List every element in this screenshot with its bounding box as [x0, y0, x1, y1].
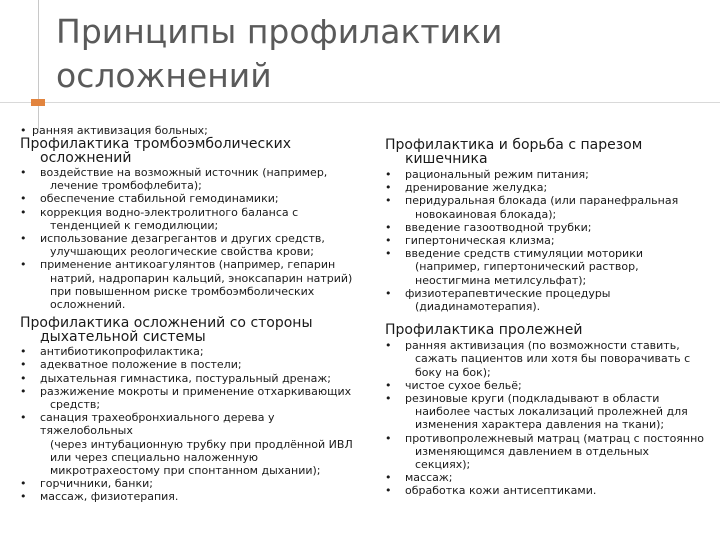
list-item-line: • чистое сухое бельё;	[405, 378, 522, 392]
list-item-line: • разжижение мокроты и применение отхаркивающих	[40, 384, 352, 398]
list-item-line: изменения характера давления на ткани);	[415, 418, 665, 432]
right-column	[385, 124, 705, 503]
bedsores-heading-line-1: Профилактика пролежней	[385, 322, 583, 339]
list-item	[20, 490, 370, 503]
respiratory-heading-line-2: дыхательной системы	[40, 329, 206, 346]
list-item-line: неостигмина метилсульфат);	[415, 273, 587, 287]
list-item-line: • противопролежневый матрац (матрац с постоянно	[405, 431, 705, 445]
slide-title-line-2: осложнений	[56, 56, 272, 95]
list-item	[20, 258, 370, 311]
list-item-line: • санация трахеобронхиального дерева у тяжелобольных	[40, 411, 275, 438]
list-item-line: • горчичники, банки;	[40, 477, 153, 491]
list-item	[385, 234, 705, 247]
list-item-line: • ранняя активизация (по возможности ставить,	[405, 339, 680, 353]
list-item-line: (например, гипертонический раствор,	[415, 260, 639, 274]
list-item	[385, 432, 705, 472]
list-item	[20, 477, 370, 490]
intestinal-paresis-heading-line-2: кишечника	[405, 151, 488, 167]
list-item-line: • перидуральная блокада (или паранефральная	[405, 194, 679, 208]
list-item-line: сажать пациентов или хотя бы поворачивать с	[415, 352, 691, 366]
list-item	[20, 206, 370, 232]
list-item-line: • введение газоотводной трубки;	[405, 220, 592, 234]
list-item	[385, 168, 705, 181]
title-vertical-rule	[38, 0, 39, 130]
list-item	[385, 194, 705, 220]
list-item-line: • дренирование желудка;	[405, 181, 548, 195]
list-item-line: • рациональный режим питания;	[405, 168, 589, 181]
list-item	[20, 232, 370, 258]
list-item-line: • физиотерапевтические процедуры	[405, 286, 611, 300]
bedsores-list	[385, 339, 705, 497]
list-item	[20, 372, 370, 385]
list-item-line: (диадинамотерапия).	[415, 300, 541, 314]
list-item	[20, 358, 370, 371]
list-item-line: боку на бок);	[415, 365, 491, 379]
list-item-line: лечение тромбофлебита);	[50, 179, 202, 193]
list-item	[20, 345, 370, 358]
thromboembolic-heading-line-1: Профилактика тромбоэмболических	[20, 136, 292, 152]
list-item	[20, 411, 370, 477]
list-item-line: • применение антикоагулянтов (например, гепарин	[40, 258, 336, 272]
list-item-line: натрий, надропарин кальций, эноксапарин натрий)	[50, 271, 353, 285]
list-item-line: (через интубационную трубку при продлённой ИВЛ	[50, 437, 353, 451]
thromboembolic-heading	[20, 137, 370, 165]
thromboembolic-list	[20, 166, 370, 311]
list-item-line: • коррекция водно-электролитного баланса с	[40, 205, 299, 219]
list-item-line: • резиновые круги (подкладывают в области	[405, 392, 660, 406]
list-item	[385, 471, 705, 484]
slide-title-line-1: Принципы профилактики	[56, 12, 503, 51]
list-item-line: осложнений.	[50, 298, 126, 312]
list-item-line: тенденцией к гемодилюции;	[50, 218, 219, 232]
list-item-line: • гипертоническая клизма;	[405, 234, 555, 248]
thromboembolic-heading-line-2: осложнений	[40, 150, 132, 166]
list-item	[385, 181, 705, 194]
list-item	[385, 221, 705, 234]
list-item-line: изменяющимся давлением в отдельных	[415, 444, 650, 458]
list-item	[385, 379, 705, 392]
list-item	[20, 385, 370, 411]
list-item-line: • обработка кожи антисептиками.	[405, 484, 597, 498]
list-item-line: • использование дезагрегантов и других средств,	[40, 232, 325, 246]
list-item-line: • дыхательная гимнастика, постуральный дренаж;	[40, 371, 331, 385]
list-item-line: при повышенном риске тромбоэмболических	[50, 284, 315, 298]
respiratory-heading-line-1: Профилактика осложнений со стороны	[20, 315, 313, 332]
intestinal-paresis-list	[385, 168, 705, 313]
list-item-line: улучшающих реологические свойства крови;	[50, 245, 314, 259]
list-item-line: микротрахеостому при спонтанном дыхании);	[50, 464, 321, 478]
list-item-line: средств;	[50, 398, 101, 412]
left-column	[20, 124, 370, 509]
list-item	[385, 484, 705, 497]
list-item-line: • адекватное положение в постели;	[40, 358, 242, 372]
list-item-line: • антибиотикопрофилактика;	[40, 345, 204, 359]
list-item	[20, 166, 370, 192]
list-item-line: секциях);	[415, 458, 471, 472]
intestinal-paresis-heading-line-1: Профилактика и борьба с парезом	[385, 137, 643, 153]
list-item-line: или через специально наложенную	[50, 450, 259, 464]
list-item-line: новокаиновая блокада);	[415, 207, 557, 221]
intestinal-paresis-heading	[385, 138, 705, 166]
list-item	[385, 392, 705, 432]
title-horizontal-rule	[0, 102, 720, 103]
list-item-line: • массаж;	[405, 471, 453, 485]
respiratory-list	[20, 345, 370, 503]
list-item-line: • массаж, физиотерапия.	[40, 490, 179, 504]
list-item	[20, 192, 370, 205]
list-item-line: • воздействие на возможный источник (например,	[40, 166, 328, 179]
respiratory-heading	[20, 316, 370, 344]
title-accent-marker	[31, 99, 45, 106]
list-item	[385, 247, 705, 287]
list-item-line: • обеспечение стабильной гемодинамики;	[40, 192, 279, 206]
bedsores-heading	[385, 323, 705, 337]
slide-title	[56, 10, 502, 98]
list-item	[385, 339, 705, 379]
list-item-line: наиболее частых локализаций пролежней для	[415, 405, 688, 419]
list-item	[385, 287, 705, 313]
list-item-line: • введение средств стимуляции моторики	[405, 247, 643, 261]
early-activation-item: • ранняя активизация больных;	[20, 124, 370, 137]
